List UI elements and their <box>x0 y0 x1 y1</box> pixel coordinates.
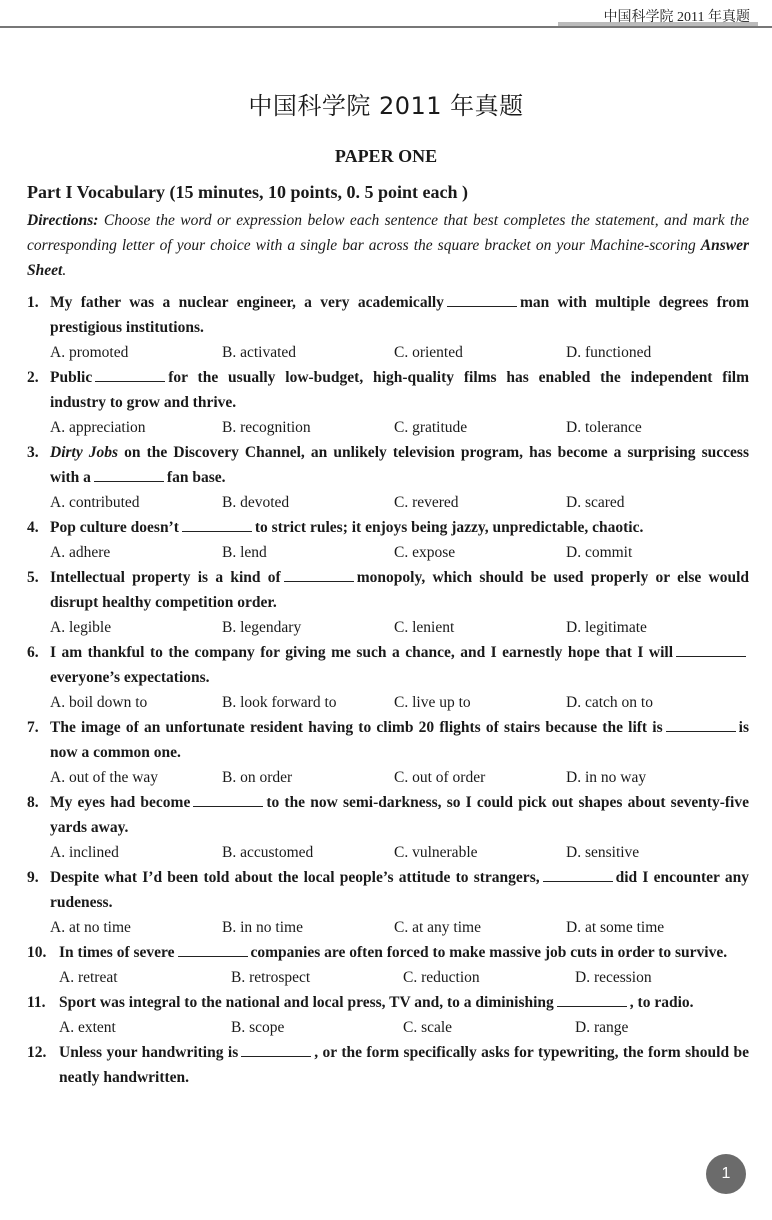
header-rule <box>0 26 772 28</box>
option-a: A. inclined <box>50 844 119 861</box>
question-number: 9. <box>27 869 39 886</box>
question-item <box>27 440 749 515</box>
options-row <box>27 415 749 440</box>
answer-blank <box>447 292 517 307</box>
question-item <box>27 790 749 865</box>
question-text <box>50 365 749 415</box>
answer-blank <box>178 942 248 957</box>
option-c: C. oriented <box>394 344 463 361</box>
options-row <box>27 765 749 790</box>
option-d: D. legitimate <box>566 619 647 636</box>
question-stem <box>27 440 749 490</box>
question-list <box>27 290 749 1090</box>
question-stem <box>27 940 749 965</box>
answer-blank <box>543 867 613 882</box>
question-text-before: Public <box>50 369 93 386</box>
question-text <box>50 865 749 915</box>
option-a: A. appreciation <box>50 419 146 436</box>
question-text <box>50 565 749 615</box>
question-number: 5. <box>27 569 39 586</box>
question-text <box>50 640 749 690</box>
question-stem <box>27 365 749 415</box>
question-stem <box>27 290 749 340</box>
answer-blank <box>666 717 736 732</box>
option-c: C. reduction <box>403 969 480 986</box>
option-a: A. at no time <box>50 919 131 936</box>
question-item <box>27 565 749 640</box>
question-stem <box>27 640 749 690</box>
option-b: B. scope <box>231 1019 285 1036</box>
question-text-before: I am thankful to the company for giving me such a chance, and I earnestly hope that I will <box>50 644 673 661</box>
option-d: D. catch on to <box>566 694 653 711</box>
option-d: D. sensitive <box>566 844 640 861</box>
option-b: B. on order <box>222 769 293 786</box>
question-text-after: to strict rules; it enjoys being jazzy, unpredictable, chaotic. <box>254 519 644 536</box>
part-heading: Part I Vocabulary (15 minutes, 10 points, 0. 5 point each ) <box>27 182 469 202</box>
question-stem <box>27 990 749 1015</box>
option-b: B. devoted <box>222 494 290 511</box>
question-text <box>59 1040 749 1090</box>
answer-blank <box>94 467 164 482</box>
question-stem <box>27 565 749 615</box>
option-b: B. retrospect <box>231 969 311 986</box>
option-a: A. retreat <box>59 969 118 986</box>
question-text <box>59 940 749 965</box>
question-text-before: Unless your handwriting is <box>59 1044 239 1061</box>
question-number: 6. <box>27 644 39 661</box>
question-item <box>27 940 749 990</box>
option-c: C. live up to <box>394 694 471 711</box>
question-item <box>27 290 749 365</box>
question-number: 2. <box>27 369 39 386</box>
question-stem <box>27 790 749 840</box>
options-row <box>27 915 749 940</box>
question-text <box>59 990 749 1015</box>
question-text-before: Sport was integral to the national and local press, TV and, to a diminishing <box>59 994 554 1011</box>
answer-blank <box>557 992 627 1007</box>
option-d: D. range <box>575 1019 629 1036</box>
options-row <box>27 840 749 865</box>
option-a: A. out of the way <box>50 769 159 786</box>
question-text-after: fan base. <box>166 469 226 486</box>
question-text-before: Pop culture doesn’t <box>50 519 179 536</box>
answer-blank <box>284 567 354 582</box>
options-row <box>27 540 749 565</box>
option-a: A. legible <box>50 619 112 636</box>
option-c: C. out of order <box>394 769 486 786</box>
question-text-before: on the Discovery Channel, an unlikely television program, has become a surprising success with a <box>50 444 750 486</box>
options-row <box>27 615 749 640</box>
question-item <box>27 715 749 790</box>
answer-blank <box>182 517 252 532</box>
question-item <box>27 640 749 715</box>
option-b: B. recognition <box>222 419 311 436</box>
answer-blank <box>193 792 263 807</box>
question-text <box>50 290 749 340</box>
question-number: 4. <box>27 519 39 536</box>
question-text-before: The image of an unfortunate resident having to climb 20 flights of stairs because the lift is <box>50 719 663 736</box>
directions-label: Directions: <box>27 212 99 229</box>
answer-sheet-label: Answer Sheet <box>27 237 749 279</box>
option-d: D. tolerance <box>566 419 642 436</box>
question-number: 10. <box>27 944 47 961</box>
option-b: B. legendary <box>222 619 302 636</box>
option-d: D. commit <box>566 544 633 561</box>
question-stem <box>27 515 749 540</box>
question-italic-title: Dirty Jobs <box>50 444 119 461</box>
option-d: D. at some time <box>566 919 665 936</box>
option-a: A. contributed <box>50 494 140 511</box>
option-c: C. lenient <box>394 619 455 636</box>
question-item <box>27 865 749 940</box>
question-text-after: is now a common one. <box>50 719 749 761</box>
directions <box>27 208 749 283</box>
question-text-before: Despite what I’d been told about the local people’s attitude to strangers, <box>50 869 540 886</box>
question-number: 12. <box>27 1044 47 1061</box>
answer-blank <box>241 1042 311 1057</box>
options-row <box>27 965 749 990</box>
option-c: C. expose <box>394 544 456 561</box>
option-a: A. extent <box>59 1019 116 1036</box>
question-text-before: In times of severe <box>59 944 175 961</box>
option-b: B. look forward to <box>222 694 337 711</box>
option-c: C. scale <box>403 1019 453 1036</box>
options-row <box>27 690 749 715</box>
question-text-after: , to radio. <box>629 994 694 1011</box>
question-text-after: , or the form specifically asks for typewriting, the form should be neatly handwritten. <box>59 1044 749 1086</box>
question-number: 1. <box>27 294 39 311</box>
page-title: 中国科学院 2011 年真题 <box>248 92 524 120</box>
question-item <box>27 515 749 565</box>
question-text-before: Intellectual property is a kind of <box>50 569 281 586</box>
question-text-after: monopoly, which should be used properly or else would disrupt healthy competition order. <box>50 569 750 611</box>
question-number: 11. <box>27 994 46 1011</box>
question-number: 7. <box>27 719 39 736</box>
question-text-before: My father was a nuclear engineer, a very academically <box>50 294 444 311</box>
question-text-after: did I encounter any rudeness. <box>50 869 749 911</box>
question-stem <box>27 715 749 765</box>
options-row <box>27 490 749 515</box>
directions-end: . <box>62 262 67 279</box>
question-text <box>50 515 749 540</box>
question-item <box>27 990 749 1040</box>
option-a: A. boil down to <box>50 694 148 711</box>
option-b: B. accustomed <box>222 844 314 861</box>
option-b: B. activated <box>222 344 297 361</box>
option-b: B. lend <box>222 544 267 561</box>
question-text <box>50 440 749 490</box>
question-text-after: everyone’s expectations. <box>50 669 210 686</box>
option-d: D. scared <box>566 494 625 511</box>
option-d: D. functioned <box>566 344 652 361</box>
question-text-before: My eyes had become <box>50 794 191 811</box>
question-text <box>50 715 749 765</box>
option-a: A. promoted <box>50 344 129 361</box>
option-d: D. in no way <box>566 769 647 786</box>
question-stem <box>27 1040 749 1090</box>
question-text <box>50 790 749 840</box>
option-c: C. gratitude <box>394 419 468 436</box>
question-text-after: man with multiple degrees from prestigious institutions. <box>50 294 749 336</box>
option-d: D. recession <box>575 969 652 986</box>
question-text-after: for the usually low-budget, high-quality films has enabled the independent film industry to grow and thrive. <box>50 369 749 411</box>
options-row <box>27 340 749 365</box>
page-number: 1 <box>706 1154 746 1194</box>
option-c: C. at any time <box>394 919 481 936</box>
running-header: 中国科学院 2011 年真题 <box>603 10 750 25</box>
answer-blank <box>676 642 746 657</box>
question-text-after: to the now semi-darkness, so I could pick out shapes about seventy-five yards away. <box>50 794 749 836</box>
answer-blank <box>95 367 165 382</box>
options-row <box>27 1015 749 1040</box>
question-text-after: companies are often forced to make massive job cuts in order to survive. <box>250 944 728 961</box>
question-stem <box>27 865 749 915</box>
paper-title: PAPER ONE <box>334 146 438 166</box>
option-b: B. in no time <box>222 919 303 936</box>
question-item <box>27 1040 749 1090</box>
directions-text: Choose the word or expression below each sentence that best completes the statement, and mark the corresponding letter of your choice with a single bar across the square bracket on your Machine-scoring <box>27 212 749 254</box>
question-item <box>27 365 749 440</box>
question-number: 3. <box>27 444 39 461</box>
option-c: C. vulnerable <box>394 844 478 861</box>
option-c: C. revered <box>394 494 459 511</box>
question-number: 8. <box>27 794 39 811</box>
option-a: A. adhere <box>50 544 111 561</box>
